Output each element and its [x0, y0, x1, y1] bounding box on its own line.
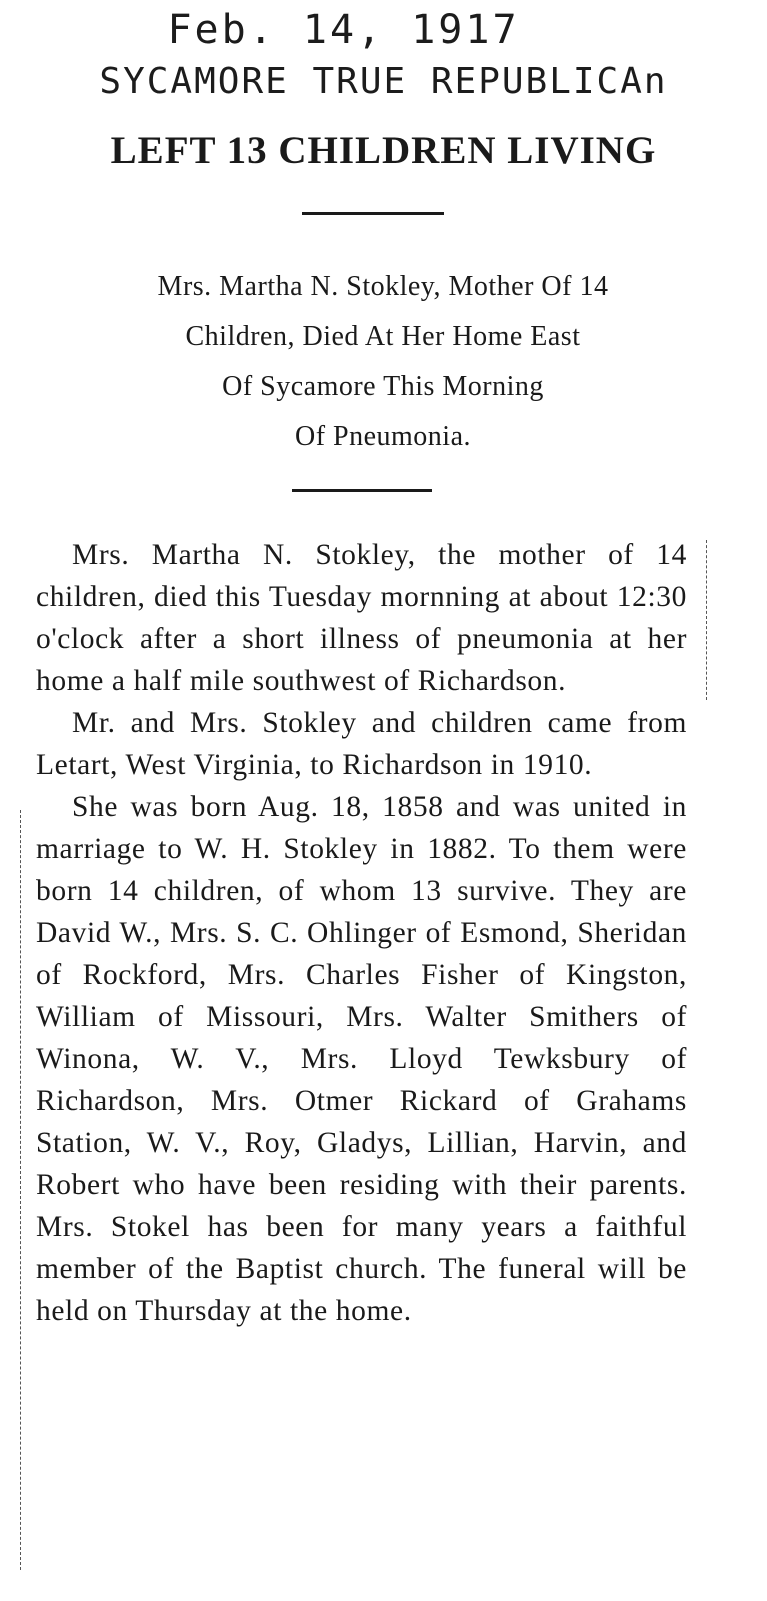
headline-divider — [302, 212, 444, 215]
article-body — [36, 534, 687, 1332]
subhead-line: Mrs. Martha N. Stokley, Mother Of 14 — [157, 271, 609, 302]
column-edge-right — [706, 540, 707, 700]
newspaper-name: SYCAMORE TRUE REPUBLICAn — [99, 61, 668, 102]
subhead-line: Of Pneumonia. — [294, 421, 472, 452]
clipping-date: Feb. 14, 1917 — [167, 7, 520, 53]
article-paragraph: She was born Aug. 18, 1858 and was united in marriage to W. H. Stokley in 1882. To them were born 14 children, of whom 13 survive. They are David W., Mrs. S. C. Ohlinger of Esmond, Sheridan of Rockford, Mrs. Charles Fisher of Kingston, William of Missouri, Mrs. Walter Smithers of Winona, W. V., Mrs. Lloyd Tewksbury of Richardson, Mrs. Otmer Rickard of Grahams Station, W. V., Roy, Gladys, Lillian, Harvin, and Robert who have been residing with their parents. Mrs. Stokel has been for many years a faithful member of the Baptist church. The funeral will be held on Thursday at the home. — [36, 791, 687, 1327]
article-paragraph: Mrs. Martha N. Stokley, the mother of 14 children, died this Tuesday mornning at about 12:30 o'clock after a short illness of pneumonia at her home a half mile southwest of Richardson. — [36, 539, 687, 697]
article-headline: LEFT 13 CHILDREN LIVING — [110, 129, 657, 172]
article-subhead — [30, 262, 736, 462]
column-edge-left — [20, 810, 21, 1570]
subhead-divider — [292, 489, 432, 492]
article-paragraph: Mr. and Mrs. Stokley and children came from Letart, West Virginia, to Richardson in 1910. — [36, 707, 687, 781]
subhead-line: Children, Died At Her Home East — [185, 321, 581, 352]
subhead-line: Of Sycamore This Morning — [222, 371, 544, 402]
